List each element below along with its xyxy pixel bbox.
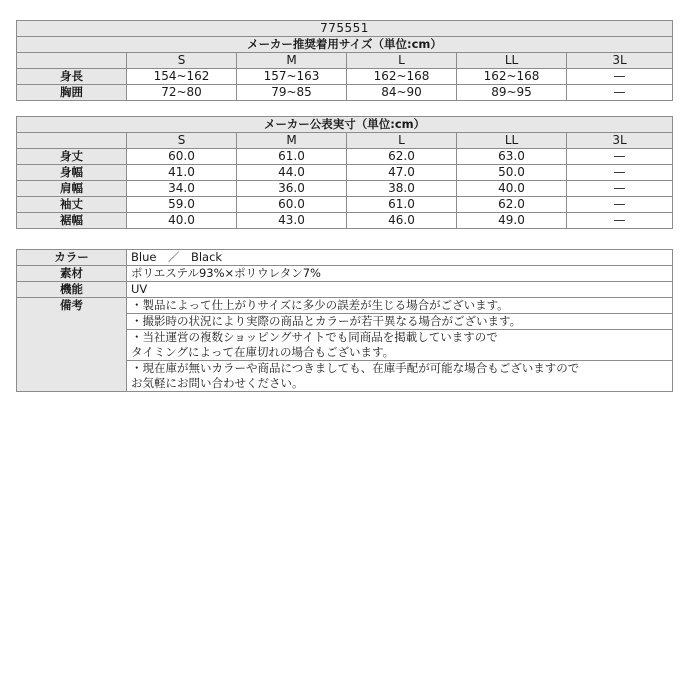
table-row xyxy=(17,181,673,197)
row-label-height: 身長 xyxy=(17,69,127,85)
cell-value: 63.0 xyxy=(457,149,567,165)
remark-item: ・現在庫が無いカラーや商品につきましても、在庫手配が可能な場合もございますので お気軽にお問い合わせください。 xyxy=(127,361,673,392)
cell-value: 59.0 xyxy=(127,197,237,213)
table-row xyxy=(17,213,673,229)
row-label-length: 身丈 xyxy=(17,149,127,165)
row-label-sleeve: 袖丈 xyxy=(17,197,127,213)
corner-cell xyxy=(17,53,127,69)
table-row xyxy=(17,298,673,314)
cell-value: 38.0 xyxy=(347,181,457,197)
size-header-s: S xyxy=(127,53,237,69)
row-label-chest: 胸囲 xyxy=(17,85,127,101)
table-row xyxy=(17,266,673,282)
remarks-label: 備考 xyxy=(17,298,127,392)
cell-value: 60.0 xyxy=(237,197,347,213)
cell-value: 41.0 xyxy=(127,165,237,181)
cell-value: 61.0 xyxy=(347,197,457,213)
cell-value: — xyxy=(567,69,673,85)
function-value: UV xyxy=(127,282,673,298)
actual-size-title: メーカー公表実寸（単位:cm） xyxy=(17,117,673,133)
size-header-m: M xyxy=(237,53,347,69)
remark-item: ・当社運営の複数ショッピングサイトでも同商品を掲載していますので タイミングによって在庫切れの場合もございます。 xyxy=(127,330,673,361)
cell-value: 46.0 xyxy=(347,213,457,229)
size-header-m: M xyxy=(237,133,347,149)
size-header-l: L xyxy=(347,53,457,69)
cell-value: — xyxy=(567,165,673,181)
cell-value: 62.0 xyxy=(457,197,567,213)
cell-value: 162~168 xyxy=(457,69,567,85)
function-label: 機能 xyxy=(17,282,127,298)
table-row xyxy=(17,149,673,165)
color-label: カラー xyxy=(17,250,127,266)
remark-item: ・撮影時の状況により実際の商品とカラーが若干異なる場合がございます。 xyxy=(127,314,673,330)
cell-value: 61.0 xyxy=(237,149,347,165)
color-value: Blue ／ Black xyxy=(127,250,673,266)
row-label-width: 身幅 xyxy=(17,165,127,181)
table-row xyxy=(17,197,673,213)
cell-value: — xyxy=(567,213,673,229)
cell-value: — xyxy=(567,197,673,213)
recommended-size-title: メーカー推奨着用サイズ（単位:cm） xyxy=(17,37,673,53)
cell-value: 84~90 xyxy=(347,85,457,101)
cell-value: — xyxy=(567,181,673,197)
size-header-3l: 3L xyxy=(567,133,673,149)
table-row xyxy=(17,165,673,181)
product-code: 775551 xyxy=(17,21,673,37)
table-row xyxy=(17,282,673,298)
cell-value: 43.0 xyxy=(237,213,347,229)
material-label: 素材 xyxy=(17,266,127,282)
cell-value: 157~163 xyxy=(237,69,347,85)
cell-value: 154~162 xyxy=(127,69,237,85)
remark-item: ・製品によって仕上がりサイズに多少の誤差が生じる場合がございます。 xyxy=(127,298,673,314)
corner-cell xyxy=(17,133,127,149)
cell-value: 36.0 xyxy=(237,181,347,197)
cell-value: — xyxy=(567,149,673,165)
cell-value: 47.0 xyxy=(347,165,457,181)
table-row xyxy=(17,85,673,101)
size-header-s: S xyxy=(127,133,237,149)
cell-value: 40.0 xyxy=(457,181,567,197)
table-row xyxy=(17,69,673,85)
cell-value: 72~80 xyxy=(127,85,237,101)
size-header-ll: LL xyxy=(457,53,567,69)
cell-value: 40.0 xyxy=(127,213,237,229)
cell-value: 162~168 xyxy=(347,69,457,85)
row-label-hem: 裾幅 xyxy=(17,213,127,229)
cell-value: 50.0 xyxy=(457,165,567,181)
product-details-table xyxy=(16,249,673,392)
cell-value: 44.0 xyxy=(237,165,347,181)
size-header-ll: LL xyxy=(457,133,567,149)
material-value: ポリエステル93%×ポリウレタン7% xyxy=(127,266,673,282)
cell-value: 34.0 xyxy=(127,181,237,197)
cell-value: 89~95 xyxy=(457,85,567,101)
cell-value: 62.0 xyxy=(347,149,457,165)
cell-value: 49.0 xyxy=(457,213,567,229)
cell-value: 79~85 xyxy=(237,85,347,101)
row-label-shoulder: 肩幅 xyxy=(17,181,127,197)
actual-size-table xyxy=(16,116,673,229)
cell-value: 60.0 xyxy=(127,149,237,165)
table-row xyxy=(17,250,673,266)
size-header-l: L xyxy=(347,133,457,149)
size-header-3l: 3L xyxy=(567,53,673,69)
recommended-size-table xyxy=(16,20,673,101)
cell-value: — xyxy=(567,85,673,101)
